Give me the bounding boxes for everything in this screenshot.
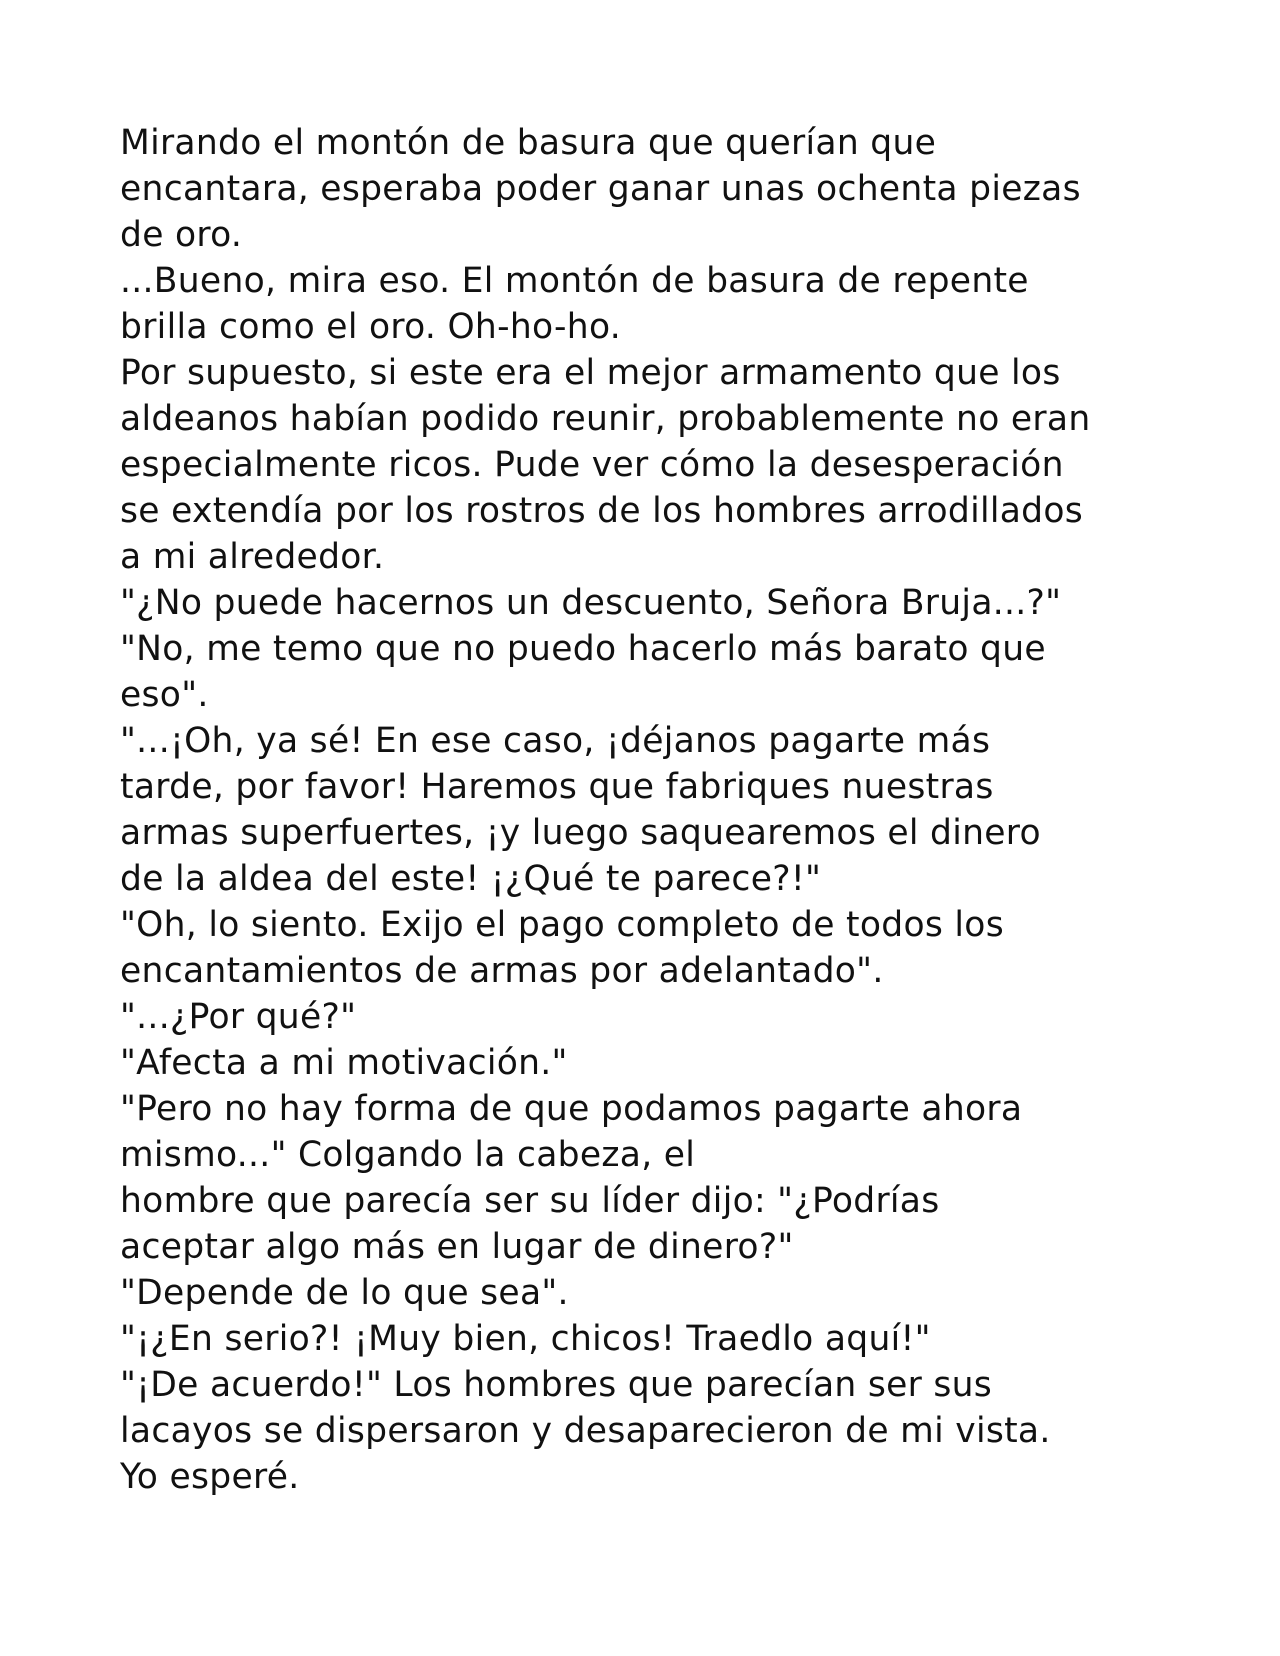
text-line-15: tarde, por favor! Haremos que fabriques nuestras	[120, 767, 994, 807]
text-line-3: de oro.	[120, 215, 243, 255]
text-line-5: brilla como el oro. Oh-ho-ho.	[120, 307, 622, 347]
text-line-28: "¡De acuerdo!" Los hombres que parecían ser sus	[120, 1365, 993, 1405]
text-line-29: lacayos se dispersaron y desaparecieron de mi vista.	[120, 1411, 1051, 1451]
text-line-11: "¿No puede hacernos un descuento, Señora Bruja...?"	[120, 583, 1062, 623]
text-line-24: hombre que parecía ser su líder dijo: "¿Podrías	[120, 1181, 940, 1221]
text-line-9: se extendía por los rostros de los hombres arrodillados	[120, 491, 1084, 531]
text-line-17: de la aldea del este! ¡¿Qué te parece?!"	[120, 859, 822, 899]
text-line-2: encantara, esperaba poder ganar unas ochenta piezas	[120, 169, 1081, 209]
text-line-13: eso".	[120, 675, 209, 715]
text-line-19: encantamientos de armas por adelantado".	[120, 951, 884, 991]
text-line-27: "¡¿En serio?! ¡Muy bien, chicos! Traedlo aquí!"	[120, 1319, 931, 1359]
text-line-4: ...Bueno, mira eso. El montón de basura de repente	[120, 261, 1029, 301]
text-line-21: "Afecta a mi motivación."	[120, 1043, 568, 1083]
text-line-16: armas superfuertes, ¡y luego saquearemos el dinero	[120, 813, 1041, 853]
text-line-6: Por supuesto, si este era el mejor armamento que los	[120, 353, 1061, 393]
body-text	[120, 120, 1180, 1500]
text-line-8: especialmente ricos. Pude ver cómo la desesperación	[120, 445, 1064, 485]
text-line-26: "Depende de lo que sea".	[120, 1273, 569, 1313]
text-line-20: "...¿Por qué?"	[120, 997, 357, 1037]
text-line-12: "No, me temo que no puedo hacerlo más barato que	[120, 629, 1046, 669]
text-line-22: "Pero no hay forma de que podamos pagarte ahora	[120, 1089, 1023, 1129]
text-line-7: aldeanos habían podido reunir, probablemente no eran	[120, 399, 1091, 439]
text-line-1: Mirando el montón de basura que querían que	[120, 123, 937, 163]
text-line-30: Yo esperé.	[120, 1457, 300, 1497]
text-line-14: "...¡Oh, ya sé! En ese caso, ¡déjanos pagarte más	[120, 721, 991, 761]
text-line-25: aceptar algo más en lugar de dinero?"	[120, 1227, 794, 1267]
text-line-23: mismo..." Colgando la cabeza, el	[120, 1135, 696, 1175]
text-line-10: a mi alrededor.	[120, 537, 385, 577]
text-line-18: "Oh, lo siento. Exijo el pago completo de todos los	[120, 905, 1004, 945]
